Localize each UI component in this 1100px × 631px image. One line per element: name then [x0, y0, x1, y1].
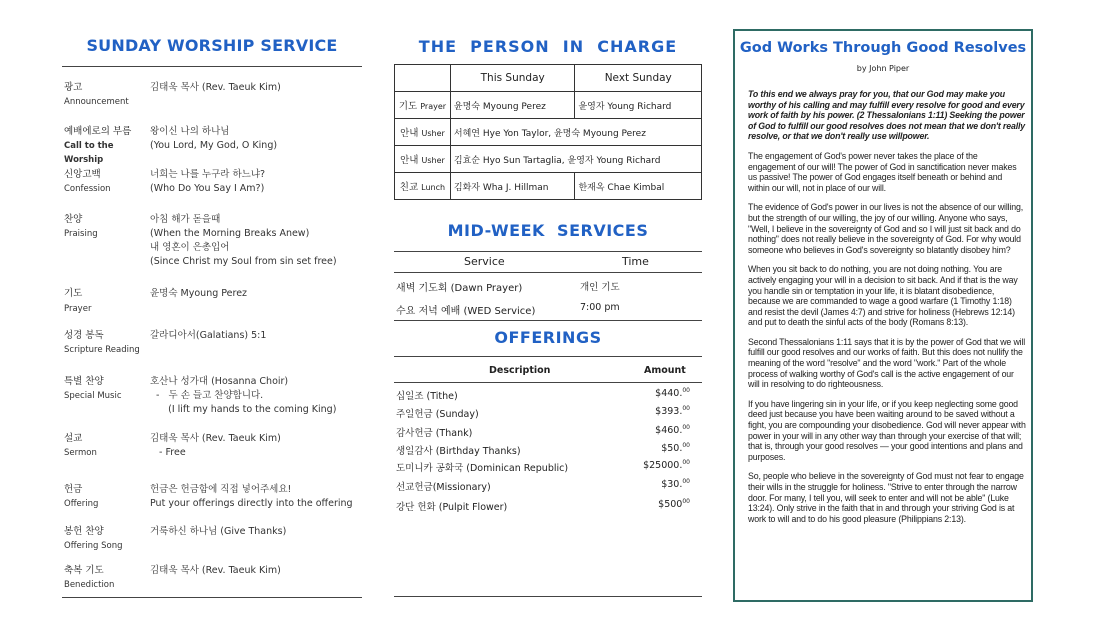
order-content-line: 내 영혼이 은총입어 [150, 242, 230, 253]
role-kr: 친교 [399, 182, 419, 193]
order-content-line: 김태욱 목사 (Rev. Taeuk Kim) [150, 82, 281, 93]
offering-cents: 00 [682, 478, 690, 485]
offering-amount: $25000.00 [643, 459, 690, 471]
table-row [396, 388, 690, 402]
order-content-line: (Since Christ my Soul from sin set free) [150, 256, 337, 267]
order-label-en: Praising [64, 229, 98, 239]
table-row [396, 406, 690, 420]
table-row [395, 173, 702, 200]
order-content-line: 김태욱 목사 (Rev. Taeuk Kim) [150, 565, 281, 576]
sunday-worship-title: SUNDAY WORSHIP SERVICE [86, 36, 338, 55]
offering-description: 십일조 (Tithe) [396, 391, 458, 402]
article-paragraph: So, people who believe in the sovereignty of God must not fear to engage their wills in the struggle for holiness. "Strive to enter through the narrow door. For many, I tell you, will seek to enter and will not be able" (Luke 13:24). Only strive in the faith that in and through your striving God is at work to will and to do his good pleasure (Philippians 2:13). [748, 471, 1024, 524]
order-content-line: (I lift my hands to the coming King) [150, 404, 337, 415]
offering-cents: 00 [682, 498, 690, 505]
service-time: 개인 기도 [580, 282, 620, 293]
offering-cents: 00 [682, 424, 690, 431]
table-row [396, 460, 690, 474]
column-header-service: Service [464, 255, 505, 268]
table-row [396, 499, 690, 513]
table-row [395, 119, 702, 146]
article-paragraph: Second Thessalonians 1:11 says that it is by the power of God that we will fulfill our good resolves and our works of faith. But this does not nullify the meaning of the word "resolve" and the word "work." Part of the whole process of walking worthy of God's call is the active engagement of our will in resolving to do righteousness. [748, 336, 1026, 390]
divider [62, 597, 362, 598]
article-paragraph: When you sit back to do nothing, you are not doing nothing. You are actively engaging your will in a decision to sit back. And if that is the way you handle sin or temptation in your life, it is blatant disobedience, because we are commanded to wage a good warfare (1 Timothy 1:18) and resist the devil (James 4:7) and strive for holiness (Hebrews 12:14) and put to death the sinful acts of the body (Romans 8:13). [748, 264, 1018, 328]
service-name: 수요 저녁 예배 (WED Service) [396, 306, 536, 317]
offering-amount: $30.00 [661, 478, 690, 490]
order-label-en: Prayer [64, 304, 92, 314]
offering-description: 주일헌금 (Sunday) [396, 409, 479, 420]
offerings-title: OFFERINGS [494, 328, 602, 347]
order-label-en: Offering [64, 499, 99, 509]
order-label-en: Confession [64, 184, 111, 194]
order-label-en: Scripture Reading [64, 345, 140, 355]
this-sunday-cell: 김효순 Hyo Sun Tartaglia, 윤영자 Young Richard [450, 146, 701, 173]
order-content-line: (When the Morning Breaks Anew) [150, 228, 310, 239]
role-en: Prayer [420, 102, 447, 111]
column-header-amount: Amount [644, 365, 686, 376]
offering-description: 강단 헌화 (Pulpit Flower) [396, 502, 508, 513]
service-name: 새벽 기도회 (Dawn Prayer) [396, 283, 523, 294]
order-label-kr: 신앙고백 [64, 169, 101, 180]
order-label-kr: 찬양 [64, 214, 83, 225]
divider [394, 272, 702, 273]
offering-cents: 00 [682, 387, 690, 394]
role-kr: 안내 [400, 128, 419, 139]
column-header-this-sunday: This Sunday [450, 65, 575, 92]
order-content-line: 아침 해가 돋을때 [150, 214, 221, 225]
order-content-line: 왕이신 나의 하나님 [150, 126, 230, 137]
table-row [396, 479, 690, 493]
next-sunday-cell: 한재옥 Chae Kimbal [575, 173, 702, 200]
article-paragraph: The engagement of God's power never takes the place of the engagement of our will! The power of God in sanctification never makes us passive! The power of God engages itself beneath or behind and within our will, not in place of our will. [748, 150, 1017, 193]
divider [394, 382, 702, 383]
order-label-kr: 헌금 [64, 484, 83, 495]
article-body [748, 89, 1026, 533]
article-title: God Works Through Good Resolves [739, 40, 1027, 56]
order-content-line: 갈라디아서(Galatians) 5:1 [150, 330, 267, 341]
order-label-kr: 성경 봉독 [64, 330, 104, 341]
role-kr: 기도 [398, 101, 418, 112]
order-label-en: Benediction [64, 580, 115, 590]
column-header-time: Time [622, 255, 649, 268]
this-sunday-cell: 서혜연 Hye Yon Taylor, 윤명숙 Myoung Perez [450, 119, 701, 146]
offering-amount: $393.00 [655, 405, 690, 417]
divider [394, 356, 702, 357]
person-in-charge-title: THE PERSON IN CHARGE [418, 37, 678, 56]
order-content-line: 윤명숙 Myoung Perez [150, 288, 248, 299]
role-en: Usher [421, 129, 445, 138]
offering-cents: 00 [682, 442, 690, 449]
article-byline: by John Piper [856, 64, 910, 73]
service-time: 7:00 pm [580, 302, 620, 313]
table-row [395, 146, 702, 173]
column-header-description: Description [489, 365, 551, 376]
order-content-line: 헌금은 헌금함에 직접 넣어주세요! [150, 484, 292, 495]
role-en: Lunch [421, 183, 446, 192]
order-content-line: - Free [150, 447, 186, 458]
midweek-services-title: MID-WEEK SERVICES [447, 221, 649, 240]
table-row [395, 92, 702, 119]
order-content-line: 너희는 나를 누구라 하느냐? [150, 169, 266, 180]
order-content-line: (You Lord, My God, O King) [150, 140, 278, 151]
order-label-kr: 특별 찬양 [64, 376, 104, 387]
order-label-en: Call to the Worship [64, 141, 114, 165]
order-label-kr: 기도 [64, 288, 83, 299]
divider [394, 596, 702, 597]
next-sunday-cell: 윤영자 Young Richard [575, 92, 702, 119]
middle-column [394, 0, 702, 631]
order-content-line: - 두 손 들고 찬양합니다. [150, 390, 264, 401]
offering-cents: 00 [682, 459, 690, 466]
order-label-kr: 축복 기도 [64, 565, 104, 576]
order-label-kr: 설교 [64, 433, 83, 444]
order-label-kr: 봉헌 찬양 [64, 526, 104, 537]
this-sunday-cell: 김화자 Wha J. Hillman [450, 173, 575, 200]
offering-cents: 00 [682, 405, 690, 412]
offering-amount: $50.00 [661, 442, 690, 454]
person-in-charge-table [394, 64, 702, 200]
order-content-line: 호산나 성가대 (Hosanna Choir) [150, 376, 289, 387]
role-kr: 안내 [400, 155, 419, 166]
this-sunday-cell: 윤명숙 Myoung Perez [450, 92, 575, 119]
role-cell [395, 173, 451, 200]
role-cell [395, 92, 451, 119]
table-row [396, 425, 690, 439]
order-label-en: Announcement [64, 97, 129, 107]
order-content-line: (Who Do You Say I Am?) [150, 183, 265, 194]
table-header-row [395, 65, 702, 92]
offering-amount: $460.00 [655, 424, 690, 436]
order-label-kr: 광고 [64, 82, 83, 93]
offering-description: 감사헌금 (Thank) [396, 428, 473, 439]
devotional-article [733, 29, 1033, 602]
order-label-en: Special Music [64, 391, 122, 401]
article-paragraph: If you have lingering sin in your life, or if you keep neglecting some good deed just because you have been waiting around to be saved without a fight, you are compounding your disobedience. God will never appear with power in your will in any other way than through your exercise of that will; that is, through your good resolves — your good intentions and plans and purposes. [748, 398, 1026, 462]
order-label-kr: 예배에로의 부름 [64, 126, 132, 137]
table-row [396, 443, 690, 457]
role-cell [395, 146, 451, 173]
article-lead-paragraph: To this end we always pray for you, that our God may make you worthy of his calling and may fulfill every resolve for good and every work of faith by his power. (2 Thessalonians 1:11) Seeking the power of God to fulfill our good resolves does not mean that we don't really resolve, or that we don't really use willpower. [748, 89, 1026, 142]
offering-description: 선교헌금(Missionary) [396, 482, 491, 493]
divider [62, 66, 362, 67]
divider [394, 251, 702, 252]
role-cell [395, 119, 451, 146]
role-en: Usher [421, 156, 445, 165]
column-header-next-sunday: Next Sunday [575, 65, 702, 92]
order-label-en: Offering Song [64, 541, 123, 551]
offering-amount: $440.00 [655, 387, 690, 399]
offering-description: 생일감사 (Birthday Thanks) [396, 446, 521, 457]
divider [394, 320, 702, 321]
table-corner-cell [395, 65, 451, 92]
sunday-worship-section [62, 0, 362, 631]
article-paragraph: The evidence of God's power in our lives is not the absence of our willing, but the strength of our willing, the joy of our willing. Anyone who says, "Well, I believe in the sovereignty of God and so I will just sit back and do nothing" does not really believe in the sovereignty of God. For why would someone who believes in God's sovereignty so blatantly disobey him? [748, 202, 1024, 255]
order-content-line: 김태욱 목사 (Rev. Taeuk Kim) [150, 433, 281, 444]
offering-amount: $\$500^{00}$ [658, 498, 690, 510]
offering-description: 도미니카 공화국 (Dominican Republic) [396, 463, 569, 474]
order-content-line: Put your offerings directly into the offering [150, 498, 353, 509]
order-label-en: Sermon [64, 448, 97, 458]
order-content-line: 거룩하신 하나님 (Give Thanks) [150, 526, 287, 537]
